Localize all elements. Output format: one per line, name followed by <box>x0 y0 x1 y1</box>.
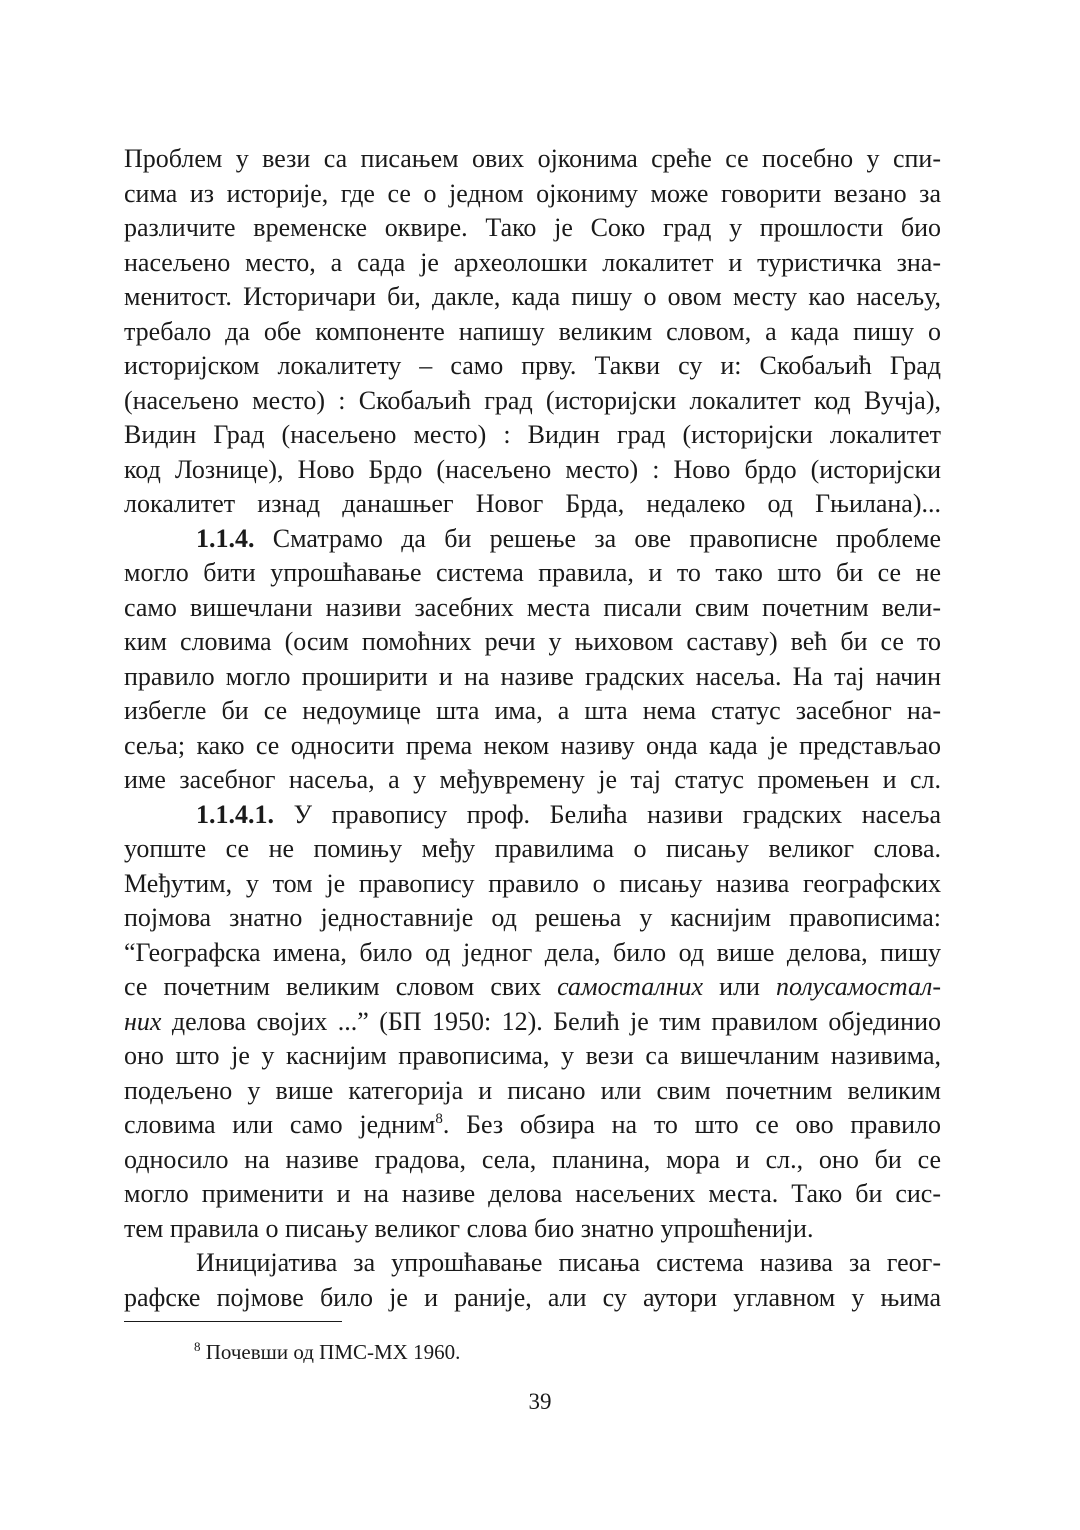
text-line: Међутим, у том је правопису правило о писању назива географских <box>124 868 941 898</box>
text-line: сеља; како се односити према неком називу онда када је представљао <box>124 730 941 760</box>
text-line: Иницијатива за упрошћавање писања система назива за геог- <box>196 1248 941 1277</box>
text-line: могло применити и на називе делова насељених места. Тако би сис- <box>124 1179 941 1208</box>
text-line: само вишечлани називи засебних места писали свим почетним вели- <box>124 592 941 622</box>
body-text <box>124 142 941 1315</box>
text-line: различите временске оквире. Тако је Соко град у прошлости био <box>124 213 941 242</box>
text-line <box>124 1005 941 1040</box>
text-line: појмова знатно једноставније од решења у каснијим правописима: <box>124 903 941 932</box>
text-line: (насељено место) : Скобаљић град (историјски локалитет код Вучја), <box>124 385 941 415</box>
footnote-separator <box>124 1321 342 1322</box>
text-line <box>124 522 941 557</box>
text-fragment: словима или само једним <box>124 1110 436 1139</box>
text-line: могло бити упрошћавање система правила, и то тако што би се не <box>124 558 941 587</box>
text-line: насељено место, а сада је археолошки локалитет и туристичка зна- <box>124 247 941 277</box>
text-line: локалитет изнад данашњег Новог Брда, недалеко од Гњилана)... <box>124 489 941 518</box>
text-line <box>124 970 941 1005</box>
text-line: име засебног насеља, а у међувремену је тај статус промењен и сл. <box>124 765 941 794</box>
text-line: избегле би се недоумице шта има, а шта нема статус засебног на- <box>124 696 941 725</box>
text-line: подељено у више категорија и писано или свим почетним великим <box>124 1075 941 1105</box>
text-line: ким словима (осим помоћних речи у њиховом саставу) већ би се то <box>124 627 941 656</box>
page-number: 39 <box>528 1389 552 1414</box>
text-fragment: Сматрамо да би решење за ове правописне проблеме <box>272 523 941 553</box>
text-line <box>124 798 941 833</box>
text-fragment: . Без обзира на то што се ово правило <box>442 1110 941 1139</box>
text-line: требало да обе компоненте напишу великим словом, а када пишу о <box>124 316 941 346</box>
italic-term: них <box>124 1006 162 1036</box>
text-line: односило на називе градова, села, планина, мора и сл., оно би се <box>124 1144 941 1174</box>
footnote <box>194 1338 460 1366</box>
text-fragment: У правопису проф. Белића називи градских насеља <box>293 799 942 829</box>
text-line: менитост. Историчари би, дакле, када пишу о овом месту као насељу, <box>124 282 941 311</box>
text-line: сима из историје, где се о једном ојкониму може говорити везано за <box>124 178 941 208</box>
footnote-text: Почевши од ПМС-МХ 1960. <box>205 1340 461 1364</box>
italic-term: самосталних <box>557 972 704 1001</box>
text-fragment: се почетним великим словом свих <box>124 972 558 1001</box>
footnote-reference[interactable]: 8 <box>435 1111 443 1127</box>
section-number-1-1-4: 1.1.4. <box>196 523 255 553</box>
text-line: правило могло проширити и на називе градских насеља. На тај начин <box>124 661 941 691</box>
italic-term: полусамостал- <box>776 972 941 1001</box>
text-line: “Географска имена, било од једног дела, било од више делова, пишу <box>124 937 941 967</box>
text-fragment: делова својих ...” (БП 1950: 12). Белић је тим правилом објединио <box>161 1006 941 1036</box>
text-line: историјском локалитету – само прву. Такви су и: Скобаљић Град <box>124 351 941 380</box>
section-number-1-1-4-1: 1.1.4.1. <box>196 799 274 829</box>
text-line: рафске појмове било је и раније, али су аутори углавном у њима <box>124 1282 941 1312</box>
text-line <box>124 1108 941 1143</box>
text-line: код Лознице), Ново Брдо (насељено место) : Ново брдо (историјски <box>124 454 941 484</box>
text-line: Проблем у вези са писањем ових ојконима среће се посебно у спи- <box>124 144 941 173</box>
text-line: Видин Град (насељено место) : Видин град (историјски локалитет <box>124 420 941 449</box>
text-line: оно што је у каснијим правописима, у вези са вишечланим називима, <box>124 1041 941 1070</box>
footnote-number: 8 <box>194 1339 201 1354</box>
text-fragment: или <box>703 972 776 1001</box>
text-line: уопште се не помињу међу правилима о писању великог слова. <box>124 834 941 863</box>
text-line: тем правила о писању великог слова био знатно упрошћенији. <box>124 1213 814 1243</box>
